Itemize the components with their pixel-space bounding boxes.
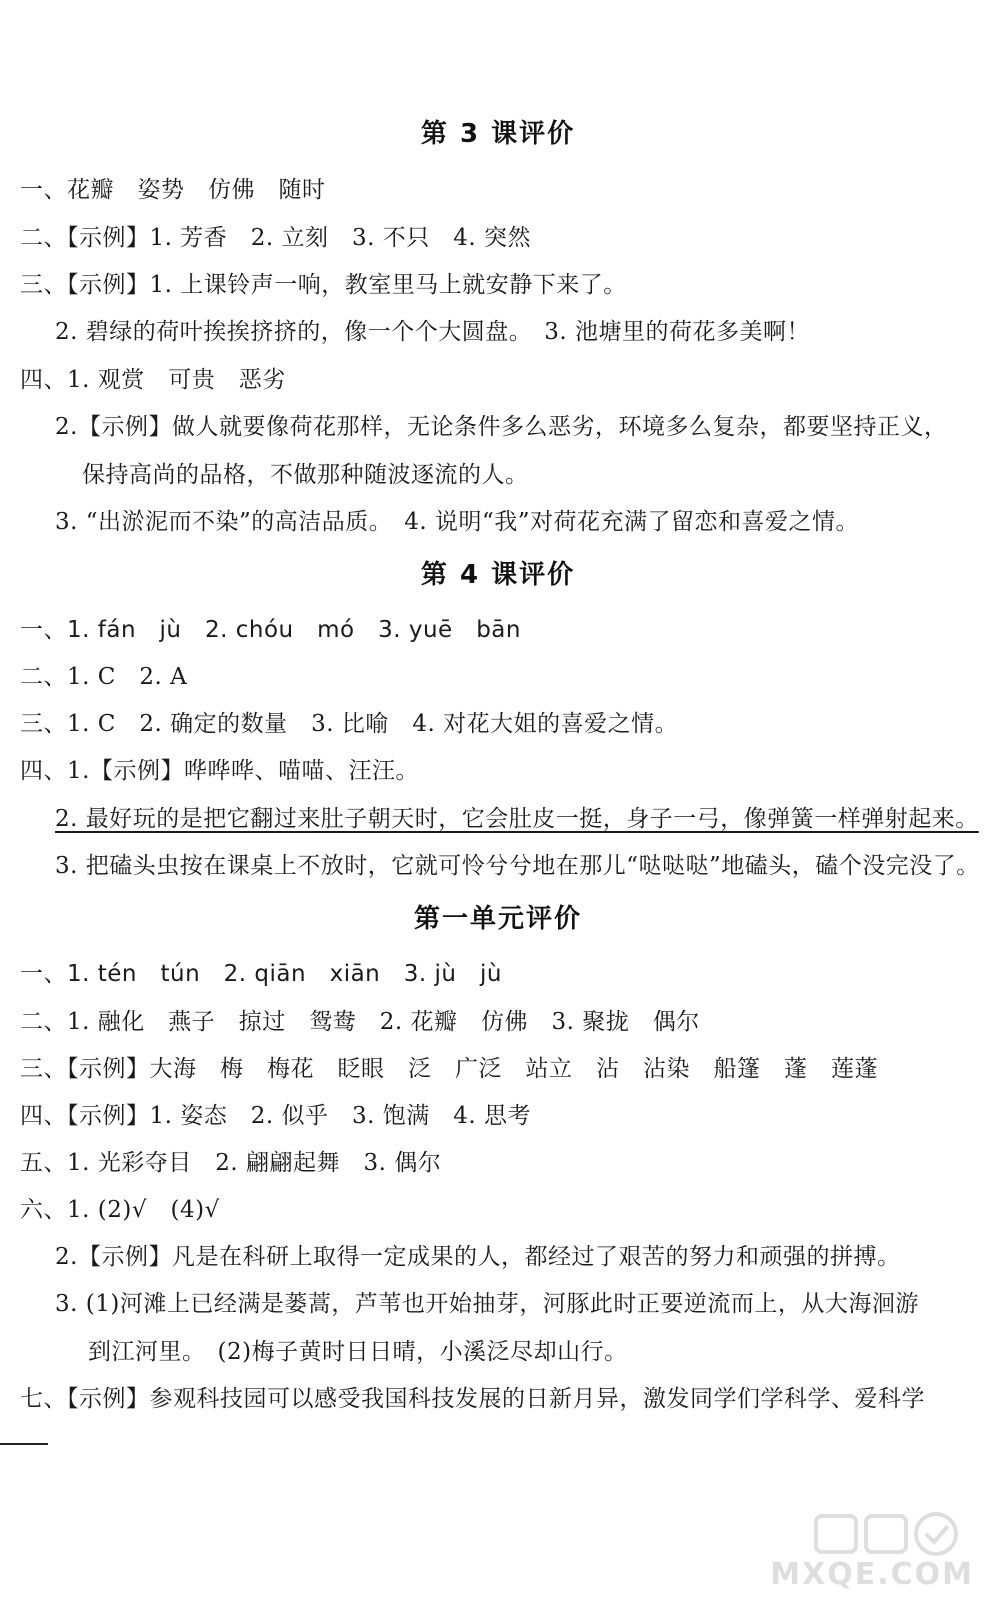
lesson3-line-6: 2.【示例】做人就要像荷花那样，无论条件多么恶劣，环境多么复杂，都要坚持正义，	[55, 414, 948, 440]
lesson4-title: 第 4 课评价	[420, 560, 576, 590]
unit1-line-6: 六、1. (2)√ (4)√	[20, 1197, 220, 1223]
watermark	[769, 1510, 974, 1592]
lesson3-line-1: 一、花瓣 姿势 仿佛 随时	[20, 177, 326, 203]
lesson4-line-1: 一、1. fán jù 2. chóu mó 3. yuē bān	[20, 617, 521, 643]
unit1-line-5: 五、1. 光彩夺目 2. 翩翩起舞 3. 偶尔	[20, 1150, 442, 1176]
lesson3-line-3: 三、【示例】1. 上课铃声一响，教室里马上就安静下来了。	[20, 272, 627, 298]
lesson3-line-4: 2. 碧绿的荷叶挨挨挤挤的，像一个个大圆盘。 3. 池塘里的荷花多美啊！	[55, 319, 811, 345]
lesson3-line-8: 3. “出淤泥而不染”的高洁品质。 4. 说明“我”对荷花充满了留恋和喜爱之情。	[55, 509, 860, 535]
unit1-line-4: 四、【示例】1. 姿态 2. 似乎 3. 饱满 4. 思考	[20, 1103, 532, 1129]
lesson4-line-5: 2. 最好玩的是把它翻过来肚子朝天时，它会肚皮一挺，身子一弓，像弹簧一样弹射起来。	[55, 806, 979, 832]
unit1-title: 第一单元评价	[413, 904, 582, 934]
unit1-line-9: 到江河里。 (2)梅子黄时日日晴，小溪泛尽却山行。	[88, 1339, 628, 1365]
unit1-line-10: 七、【示例】参观科技园可以感受我国科技发展的日新月异，激发同学们学科学、爱科学	[20, 1386, 925, 1412]
watermark-text: MXQE.COM	[770, 1557, 974, 1592]
lesson4-line-6: 3. 把磕头虫按在课桌上不放时，它就可怜兮兮地在那儿“哒哒哒”地磕头，磕个没完没了。	[55, 853, 980, 879]
lesson4-line-4: 四、1.【示例】哗哗哗、喵喵、汪汪。	[20, 758, 419, 784]
bottom-divider	[0, 1443, 48, 1445]
lesson4-line-3: 三、1. C 2. 确定的数量 3. 比喻 4. 对花大姐的喜爱之情。	[20, 711, 679, 737]
unit1-line-3: 三、【示例】大海 梅 梅花 眨眼 泛 广泛 站立 沾 沾染 船篷 蓬 莲蓬	[20, 1056, 878, 1082]
unit1-line-7: 2.【示例】凡是在科研上取得一定成果的人，都经过了艰苦的努力和顽强的拼搏。	[55, 1244, 901, 1270]
lesson3-line-2: 二、【示例】1. 芳香 2. 立刻 3. 不只 4. 突然	[20, 225, 532, 251]
unit1-line-1: 一、1. tén tún 2. qiān xiān 3. jù jù	[20, 961, 502, 987]
answer-site-logo-icon	[814, 1510, 964, 1558]
lesson4-line-2: 二、1. C 2. A	[20, 664, 188, 690]
unit1-line-8: 3. (1)河滩上已经满是蒌蒿，芦苇也开始抽芽，河豚此时正要逆流而上，从大海洄游	[55, 1291, 919, 1317]
lesson3-line-7: 保持高尚的品格，不做那种随波逐流的人。	[82, 462, 529, 488]
lesson3-title: 第 3 课评价	[420, 119, 576, 149]
unit1-line-2: 二、1. 融化 燕子 掠过 鸳鸯 2. 花瓣 仿佛 3. 聚拢 偶尔	[20, 1009, 700, 1035]
lesson3-line-5: 四、1. 观赏 可贵 恶劣	[20, 367, 286, 393]
